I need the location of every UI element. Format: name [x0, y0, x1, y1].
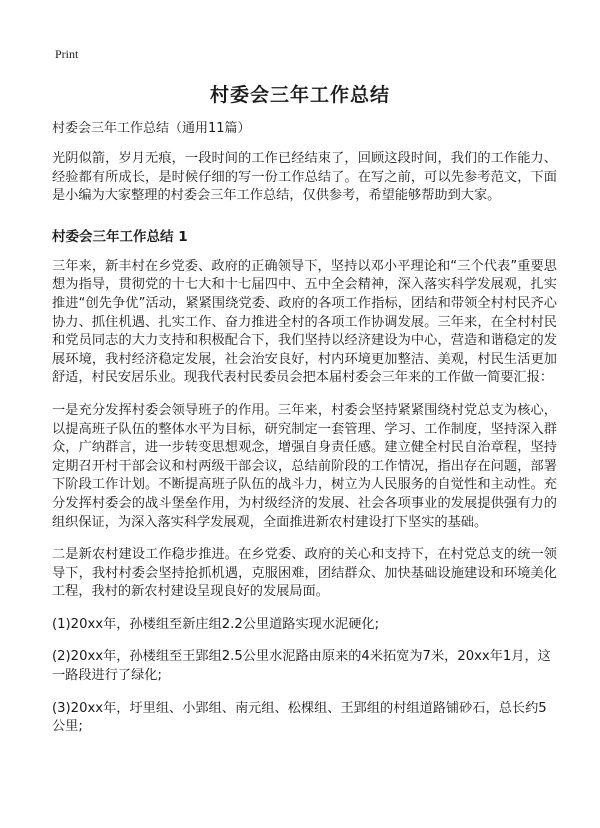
- document-subtitle: 村委会三年工作总结（通用11篇）: [52, 121, 251, 136]
- list-item: (2)20xx年，孙楼组至王郢组2.5公里水泥路由原来的4米拓宽为7米，20xx年1月，这一路段进行了绿化;: [52, 649, 551, 684]
- page-title: 村委会三年工作总结: [209, 84, 390, 106]
- list-item: (3)20xx年，圩里组、小郢组、南元组、松棵组、王郢组的村组道路铺砂石，总长约5公里;: [52, 700, 547, 735]
- document-body: [52, 120, 557, 751]
- body-paragraph: 一是充分发挥村委会领导班子的作用。三年来，村委会坚持紧紧围绕村党总支为核心，以提高班子队伍的整体水平为目标，研究制定一套管理、学习、工作制度，坚持深入群众，广纳群言，进一步转变思想观念，增强自身责任感。建立健全村民自治章程，坚持定期召开村干部会议和村两级干部会议，总结前阶段的工作情况，指出存在问题，部署下阶段工作计划。不断提高班子队伍的战斗力，树立为人民服务的自觉性和主动性。充分发挥村委会的战斗堡垒作用，为村级经济的发展、社会各项事业的发展提供强有力的组织保证，为深入落实科学发展观，全面推进新农村建设打下坚实的基础。: [52, 402, 557, 530]
- body-paragraph: 三年来，新丰村在乡党委、政府的正确领导下，坚持以邓小平理论和“三个代表”重要思想为指导，贯彻党的十七大和十七届四中、五中全会精神，深入落实科学发展观，扎实推进“创先争优”活动，紧紧围绕党委、政府的各项工作指标，团结和带领全村村民齐心协力、抓住机遇、扎实工作、奋力推进全村的各项工作协调发展。三年来，在全村村民和党员同志的大力支持和积极配合下，我们坚持以经济建设为中心，营造和谐稳定的发展环境，我村经济稳定发展，社会治安良好，村内环境更加整洁、美观，村民生活更加舒适，村民安居乐业。现我代表村民委员会把本届村委会三年来的工作做一简要汇报：: [52, 258, 557, 386]
- intro-paragraph: 光阴似箭，岁月无痕，一段时间的工作已经结束了，回顾这段时间，我们的工作能力、经验都有所成长，是时候仔细的写一份工作总结了。在写之前，可以先参考范文，下面是小编为大家整理的村委会三年工作总结，仅供参考，希望能够帮助到大家。: [52, 151, 557, 204]
- print-link[interactable]: Print: [55, 47, 79, 61]
- section-heading: 村委会三年工作总结 1: [52, 228, 188, 245]
- body-paragraph: 二是新农村建设工作稳步推进。在乡党委、政府的关心和支持下，在村党总支的统一领导下，我村村委会坚持抢抓机遇，克服困难，团结群众、加快基础设施建设和环境美化工程，我村的新农村建设呈现良好的发展局面。: [52, 547, 557, 600]
- list-item: (1)20xx年，孙楼组至新庄组2.2公里道路实现水泥硬化;: [52, 616, 380, 632]
